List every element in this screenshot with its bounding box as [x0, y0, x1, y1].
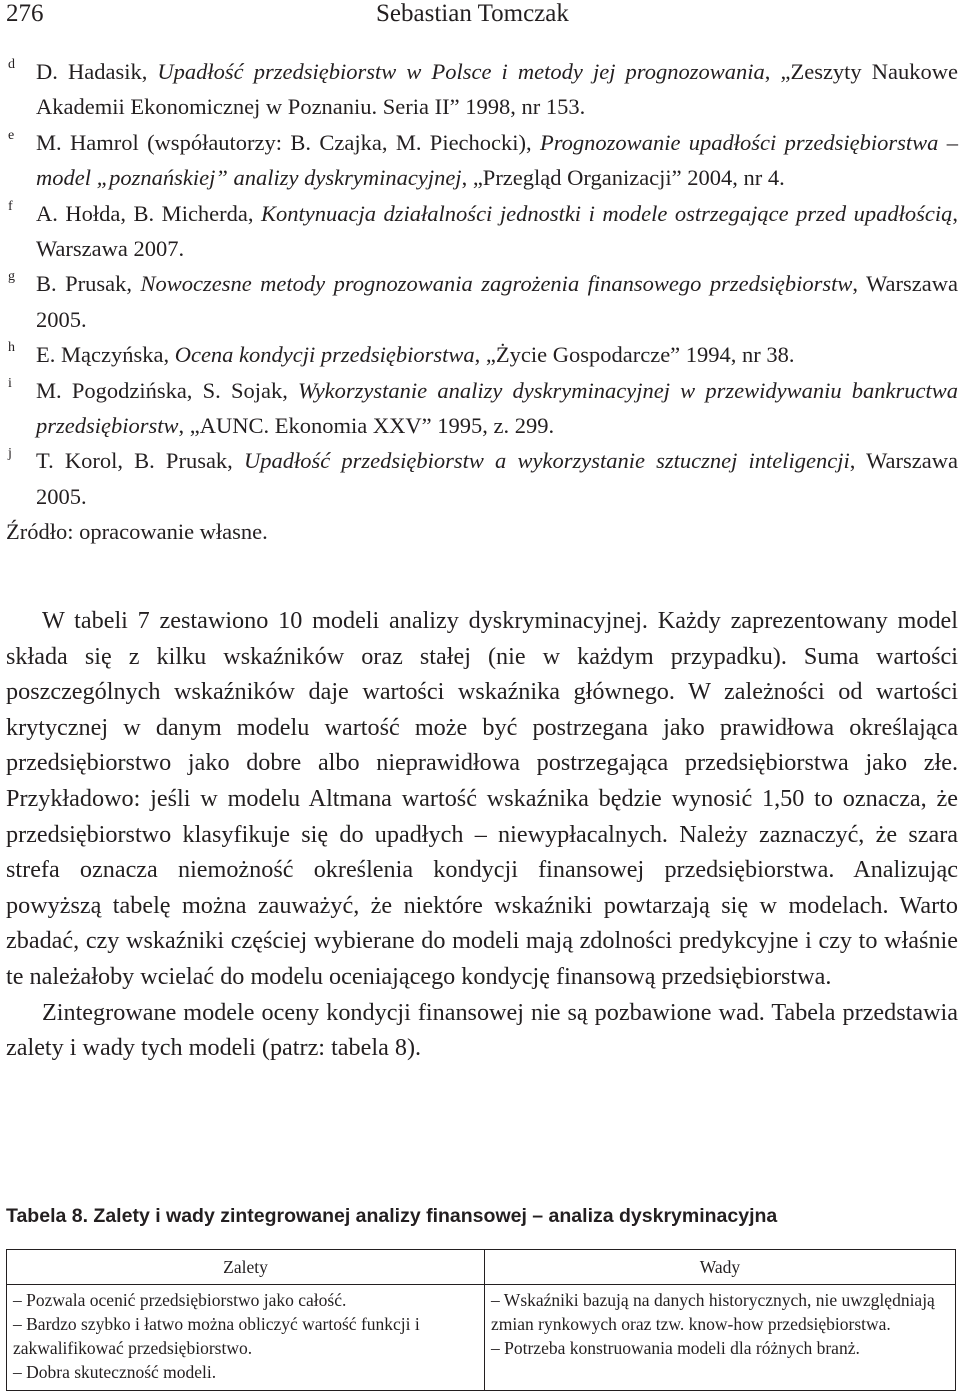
reference-text	[36, 125, 958, 196]
table-footnotes	[6, 54, 958, 550]
reference-text	[36, 337, 958, 372]
reference-list	[6, 54, 958, 514]
footnote-mark: f	[8, 198, 13, 214]
reference-item	[6, 125, 958, 196]
pros-cons-table	[6, 1249, 956, 1391]
header-pros: Zalety	[7, 1250, 485, 1285]
reference-detail: M. Hamrol (współautorzy: B. Czajka, M. Piechocki),	[36, 129, 541, 155]
table-caption: Tabela 8. Zalety i wady zintegrowanej analizy finansowej – analiza dyskryminacyjna	[6, 1205, 778, 1227]
reference-item	[6, 266, 958, 337]
reference-item	[6, 54, 958, 125]
footnote-mark: g	[8, 269, 15, 285]
pros-item: – Bardzo szybko i łatwo można obliczyć wartość funkcji i zakwalifikować przedsiębiorstwo.	[13, 1314, 420, 1358]
reference-detail: A. Hołda, B. Micherda,	[36, 200, 262, 226]
reference-detail: M. Pogodzińska, S. Sojak,	[36, 377, 299, 403]
source-note: Źródło: opracowanie własne.	[6, 519, 268, 545]
reference-detail: , Warszawa 2005.	[36, 448, 958, 509]
running-head-author: Sebastian Tomczak	[376, 0, 569, 27]
pros-item: – Pozwala ocenić przedsiębiorstwo jako całość.	[13, 1290, 347, 1310]
reference-title: Upadłość przedsiębiorstw a wykorzystanie sztucznej inteligencji	[243, 448, 850, 474]
cons-cell	[485, 1285, 956, 1391]
reference-text	[36, 54, 958, 125]
reference-detail: , „Życie Gospodarcze” 1994, nr 38.	[474, 342, 795, 368]
paragraph: Zintegrowane modele oceny kondycji finansowej nie są pozbawione wad. Tabela przedstawia zalety i wady tych modeli (patrz: tabela 8).	[6, 998, 958, 1062]
reference-text	[36, 373, 958, 444]
reference-title: Wykorzystanie analizy dyskryminacyjnej w przewidywaniu bankructwa przedsiębiorstw	[36, 377, 959, 439]
reference-detail: E. Mączyńska,	[36, 342, 175, 368]
reference-detail: , Warszawa 2005.	[36, 271, 958, 332]
page-header	[0, 0, 960, 36]
reference-detail: , „Zeszyty Naukowe Akademii Ekonomicznej w Poznaniu. Seria II” 1998, nr 153.	[36, 59, 958, 120]
cons-item: – Potrzeba konstruowania modeli dla różnych branż.	[491, 1338, 860, 1358]
reference-title: Upadłość przedsiębiorstw w Polsce i metody jej prognozowania	[157, 59, 765, 84]
reference-item	[6, 443, 958, 514]
footnote-mark: j	[8, 446, 12, 462]
pros-item: – Dobra skuteczność modeli.	[13, 1362, 217, 1382]
reference-text	[36, 266, 958, 337]
reference-item	[6, 196, 958, 267]
page-number: 276	[6, 0, 44, 27]
header-cons: Wady	[485, 1250, 956, 1285]
reference-item	[6, 373, 958, 444]
reference-detail: , Warszawa 2007.	[36, 200, 958, 262]
reference-title: Kontynuacja działalności jednostki i modele ostrzegające przed upadłością	[261, 200, 953, 226]
reference-detail: , „Przegląd Organizacji” 2004, nr 4.	[461, 165, 785, 191]
reference-detail: T. Korol, B. Prusak,	[36, 448, 244, 474]
reference-title: Prognozowanie upadłości przedsiębiorstwa – model „poznańskiej” analizy dyskryminacyjnej	[36, 129, 959, 191]
reference-detail: , „AUNC. Ekonomia XXV” 1995, z. 299.	[178, 413, 555, 439]
reference-text	[36, 196, 958, 267]
footnote-mark: d	[8, 57, 15, 72]
reference-detail: B. Prusak,	[36, 271, 141, 297]
reference-detail: D. Hadasik,	[36, 59, 158, 84]
footnote-mark: e	[8, 127, 15, 143]
body-text	[6, 603, 958, 1066]
cons-item: – Wskaźniki bazują na danych historycznych, nie uwzględniają zmian rynkowych oraz tzw. know-how przedsiębiorstwa.	[491, 1290, 935, 1334]
footnote-mark: i	[8, 375, 12, 391]
paragraph: W tabeli 7 zestawiono 10 modeli analizy dyskryminacyjnej. Każdy zaprezentowany model składa się z kilku wskaźników oraz stałej (nie w każdym przypadku). Suma wartości poszczególnych wskaźników daje wartości wskaźnika głównego. W zależności od wartości krytycznej w danym modelu wartość może być postrzegana jako prawidłowa określająca przedsiębiorstwo jako dobre albo nieprawidłowa postrzegająca przedsiębiorstwa jako złe. Przykładowo: jeśli w modelu Altmana wartość wskaźnika będzie wynosić 1,50 to oznacza, że przedsiębiorstwo klasyfikuje się do upadłych – niewypłacalnych. Należy zaznaczyć, że szara strefa oznacza niemożność określenia kondycji finansowej przedsiębiorstwa. Analizując powyższą tabelę można zauważyć, że niektóre wskaźniki powtarzają się w modelach. Warto zbadać, czy wskaźniki częściej wybierane do modeli mają zdolności predykcyjne i czy to właśnie te należałoby wcielać do modelu oceniającego kondycję finansową przedsiębiorstwa.	[6, 607, 958, 990]
pros-cell	[7, 1285, 485, 1391]
reference-title: Nowoczesne metody prognozowania zagrożenia finansowego przedsiębiorstw	[140, 271, 853, 297]
table-header-row	[7, 1250, 956, 1285]
footnote-mark: h	[8, 340, 15, 356]
reference-text	[36, 443, 958, 514]
reference-title: Ocena kondycji przedsiębiorstwa	[174, 342, 475, 368]
reference-item	[6, 337, 958, 372]
table-row	[7, 1285, 956, 1391]
